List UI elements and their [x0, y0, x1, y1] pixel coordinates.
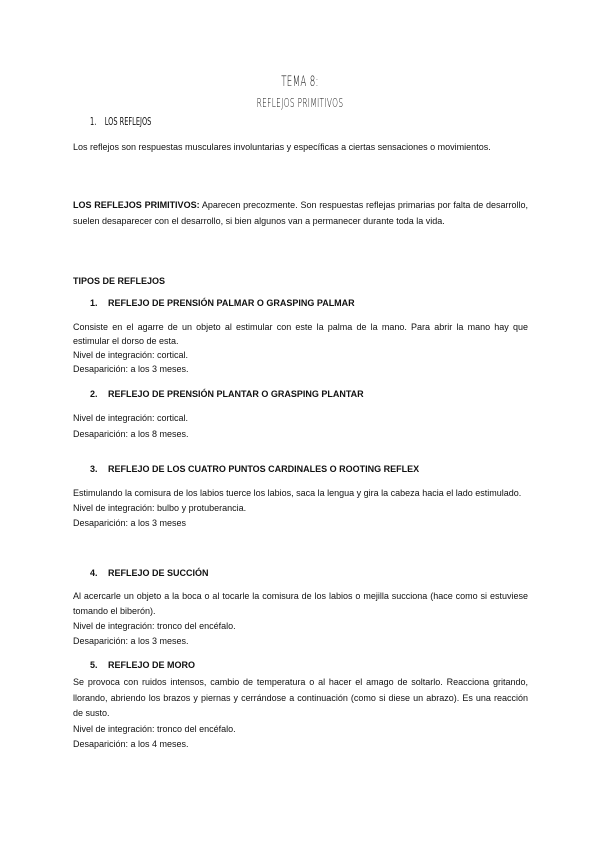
reflex-title: REFLEJO DE MORO [108, 660, 196, 670]
reflex-title: REFLEJO DE LOS CUATRO PUNTOS CARDINALES O ROOTING REFLEX [108, 464, 420, 474]
reflex-desaparicion: Desaparición: a los 3 meses [73, 518, 187, 528]
reflex-number: 2. [90, 389, 98, 399]
reflex-heading [90, 389, 364, 399]
reflex-nivel: Nivel de integración: bulbo y protuberancia. [73, 503, 247, 513]
reflex-description: Estimulando la comisura de los labios tuerce los labios, saca la lengua y gira la cabeza hacia el lado estimulado. [73, 488, 522, 498]
reflex-desaparicion: Desaparición: a los 3 meses. [73, 364, 189, 374]
reflex-title: REFLEJO DE PRENSIÓN PLANTAR O GRASPING PLANTAR [108, 389, 364, 399]
reflex-nivel: Nivel de integración: cortical. [73, 413, 189, 423]
reflex-description: Se provoca con ruidos intensos, cambio de temperatura o al hacer el amago de soltarlo. Reacciona gritando, llorando, abriendo los brazos y piernas y cerrándose a continuación (como si diese un abrazo). Es una reacción de susto. [73, 677, 528, 718]
reflex-desaparicion: Desaparición: a los 8 meses. [73, 429, 189, 439]
reflex-body [73, 410, 528, 442]
primitivos-paragraph [73, 198, 528, 229]
primitivos-label: LOS REFLEJOS PRIMITIVOS: [73, 200, 200, 210]
document-subtitle: REFLEJOS PRIMITIVOS [256, 96, 344, 110]
reflex-title: REFLEJO DE PRENSIÓN PALMAR O GRASPING PALMAR [108, 298, 355, 308]
reflex-number: 3. [90, 464, 98, 474]
reflex-nivel: Nivel de integración: cortical. [73, 350, 189, 360]
document-title: TEMA 8: [281, 74, 319, 90]
reflex-heading [90, 464, 419, 474]
intro-paragraph: Los reflejos son respuestas musculares involuntarias y específicas a ciertas sensaciones o movimientos. [73, 142, 491, 152]
reflex-number: 1. [90, 298, 98, 308]
section-number: 1. [90, 115, 97, 128]
reflex-body [73, 589, 528, 649]
reflex-nivel: Nivel de integración: tronco del encéfalo. [73, 723, 236, 734]
reflex-desaparicion: Desaparición: a los 3 meses. [73, 636, 189, 646]
reflex-title: REFLEJO DE SUCCIÓN [108, 568, 209, 578]
reflex-heading [90, 298, 355, 308]
reflex-number: 4. [90, 568, 98, 578]
reflex-body [73, 486, 528, 531]
reflex-desaparicion: Desaparición: a los 4 meses. [73, 739, 189, 749]
reflex-body [73, 675, 528, 753]
section-label: LOS REFLEJOS [104, 115, 152, 128]
reflex-nivel: Nivel de integración: tronco del encéfalo. [73, 621, 236, 631]
reflex-heading [90, 660, 195, 670]
reflex-heading [90, 568, 209, 578]
section-heading [90, 115, 151, 128]
tipos-heading: TIPOS DE REFLEJOS [73, 276, 166, 286]
reflex-body [73, 320, 528, 376]
primitivos-text: Aparecen precozmente. Son respuestas reflejas primarias por falta de desarrollo, suelen desaparecer con el desarrollo, si bien algunos van a permanecer durante toda la vida. [73, 200, 529, 226]
reflex-description: Consiste en el agarre de un objeto al estimular con este la palma de la mano. Para abrir la mano hay que estimular el dorso de esta. [73, 322, 528, 346]
reflex-description: Al acercarle un objeto a la boca o al tocarle la comisura de los labios o mejilla succiona (hace como si estuviese tomando el biberón). [73, 591, 528, 616]
reflex-number: 5. [90, 660, 98, 670]
